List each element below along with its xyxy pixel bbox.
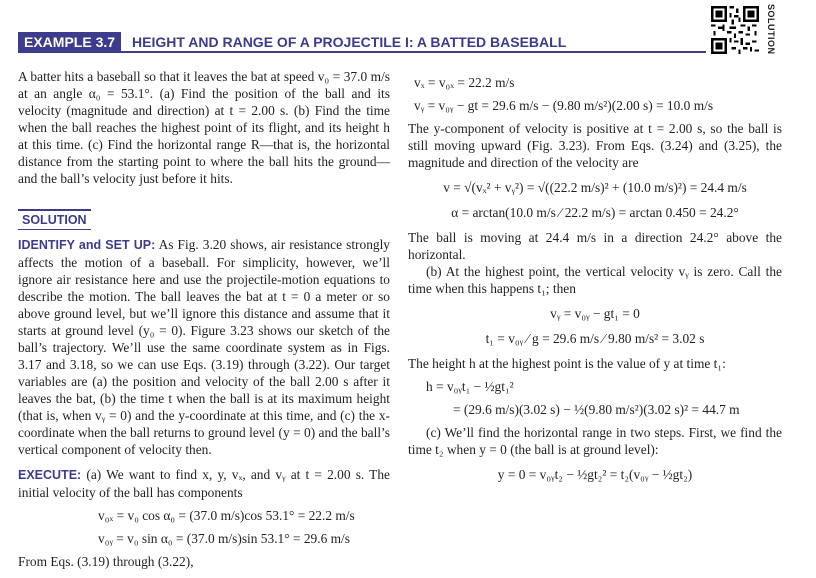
equation-v0y: v₀ᵧ = v₀ sin α₀ = (37.0 m/s)sin 53.1° = 29.6 m/s — [98, 531, 350, 546]
execute-paragraph — [18, 466, 390, 501]
identify-paragraph — [18, 236, 390, 458]
solution-side-tab: SOLUTION — [766, 4, 776, 55]
identify-label: IDENTIFY and SET UP: — [18, 238, 156, 252]
equation-speed: v = √(vₓ² + vᵧ²) = √((22.2 m/s)² + (10.0 m/s)²) = 24.4 m/s — [443, 180, 747, 195]
height-paragraph: The height h at the highest point is the value of y at time t₁: — [408, 356, 726, 371]
example-label: EXAMPLE 3.7 — [18, 32, 121, 52]
equation-t1: t₁ = v₀ᵧ ⁄ g = 29.6 m/s ⁄ 9.80 m/s² = 3.02 s — [485, 331, 705, 346]
equation-alpha: α = arctan(10.0 m/s ⁄ 22.2 m/s) = arctan 0.450 = 24.2° — [451, 205, 739, 220]
problem-statement: A batter hits a baseball so that it leaves the bat at speed v₀ = 37.0 m/s at an angle α₀ = 53.1°. (a) Find the position of the ball and its velocity (magnitude and direction) at t = 2.00 s. (b) Find the time when the ball reaches the highest point of its flight, and its height h at this time. (c) Find the horizontal range R—that is, the horizontal distance from the starting point to where the ball hits the ground—and the ball’s velocity just before it hits. — [18, 69, 390, 186]
highest-point-paragraph: (b) At the highest point, the vertical velocity vᵧ is zero. Call the time when this happens t₁; then — [408, 264, 782, 296]
solution-heading: SOLUTION — [18, 209, 91, 230]
equation-h-line1: h = v₀ᵧt₁ − ½gt₁² — [426, 379, 514, 394]
equation-vy-zero: vᵧ = v₀ᵧ − gt₁ = 0 — [550, 306, 640, 321]
velocity-paragraph: The y-component of velocity is positive at t = 2.00 s, so the ball is still moving upward (Fig. 3.23). From Eqs. (3.24) and (3.25), the magnitude and direction of the velocity are — [408, 121, 782, 170]
equation-h-line2: = (29.6 m/s)(3.02 s) − ½(9.80 m/s²)(3.02 s)² = 44.7 m — [453, 402, 740, 417]
execute-label: EXECUTE: — [18, 468, 82, 482]
right-column — [408, 68, 782, 491]
equation-t2: y = 0 = v₀ᵧt₂ − ½gt₂² = t₂(v₀ᵧ − ½gt₂) — [497, 467, 693, 482]
header-rule — [18, 51, 706, 53]
equation-v0x: v₀ₓ = v₀ cos α₀ = (37.0 m/s)cos 53.1° = 22.2 m/s — [98, 508, 355, 523]
equation-vx: vₓ = v₀ₓ = 22.2 m/s — [414, 75, 515, 90]
example-title: HEIGHT AND RANGE OF A PROJECTILE I: A BATTED BASEBALL — [132, 34, 567, 50]
example-header — [18, 32, 706, 52]
qr-code-icon[interactable] — [711, 6, 759, 54]
range-paragraph: (c) We’ll find the horizontal range in two steps. First, we find the time t₂ when y = 0 (the ball is at ground level): — [408, 425, 782, 457]
from-equations-text: From Eqs. (3.19) through (3.22), — [18, 554, 194, 569]
direction-paragraph: The ball is moving at 24.4 m/s in a direction 24.2° above the horizontal. — [408, 230, 782, 262]
equation-vy: vᵧ = v₀ᵧ − gt = 29.6 m/s − (9.80 m/s²)(2.00 s) = 10.0 m/s — [414, 98, 714, 113]
left-column — [18, 68, 390, 570]
execute-text: (a) We want to find x, y, vₓ, and vᵧ at t = 2.00 s. The initial velocity of the ball has components — [18, 467, 390, 500]
identify-text: As Fig. 3.20 shows, air resistance strongly affects the motion of a baseball. For simplicity, however, we’ll ignore air resistance here and use the projectile-motion equations to describe the motion. The ball leaves the bat at t = 0 a meter or so above ground level, but we’ll ignore this distance and assume that it starts at ground level (y₀ = 0). Figure 3.23 shows our sketch of the ball’s trajectory. We’ll use the same coordinate system as in Figs. 3.17 and 3.18, so we can use Eqs. (3.19) through (3.22). Our target variables are (a) the position and velocity of the ball 2.00 s after it leaves the bat, (b) the time t when the ball is at its maximum height (that is, when vᵧ = 0) and the y-coordinate at this time, and (c) the x-coordinate when the ball returns to ground level (y = 0) and the ball’s vertical component of velocity then. — [18, 237, 391, 457]
